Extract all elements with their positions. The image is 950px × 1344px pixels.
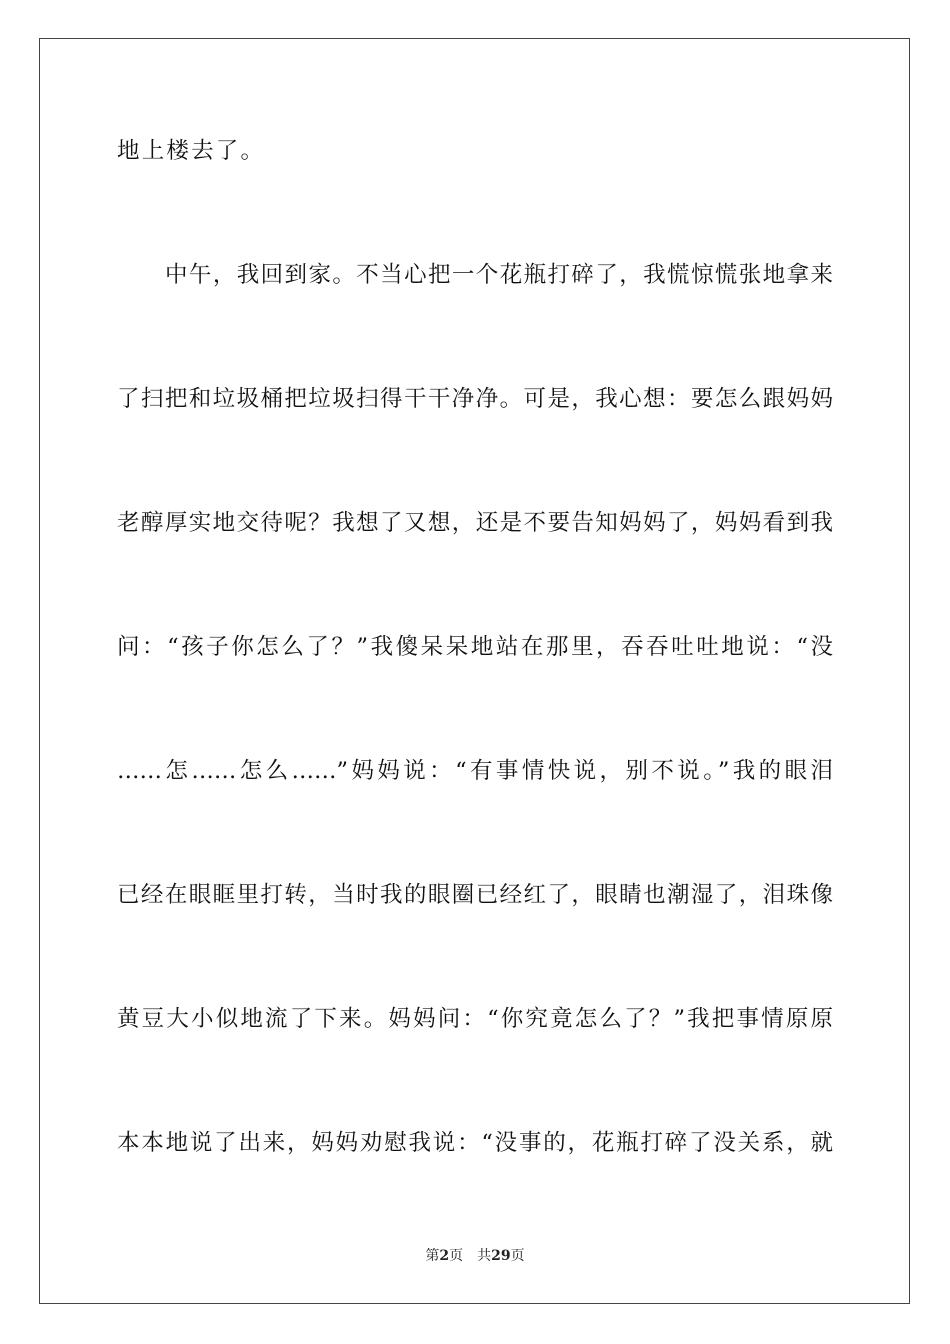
page-border: [39, 38, 910, 1304]
total-suffix: 页: [510, 1248, 525, 1264]
text-line: 黄豆大小似地流了下来。妈妈问：“你究竟怎么了？”我把事情原原: [117, 1006, 833, 1032]
page-number: 2: [439, 1248, 450, 1264]
text-line: 问：“孩子你怎么了？”我傻呆呆地站在那里，吞吞吐吐地说：“没: [117, 634, 833, 660]
page-footer: [0, 1246, 950, 1266]
text-line: 地上楼去了。: [117, 138, 266, 164]
page-prefix: 第: [425, 1248, 440, 1264]
text-line: 本本地说了出来，妈妈劝慰我说：“没事的，花瓶打碎了没关系，就: [117, 1130, 833, 1156]
text-line: 老醇厚实地交待呢？我想了又想，还是不要告知妈妈了，妈妈看到我: [117, 510, 833, 536]
page-suffix: 页: [449, 1248, 464, 1264]
text-line: 了扫把和垃圾桶把垃圾扫得干干净净。可是，我心想：要怎么跟妈妈: [117, 386, 833, 412]
total-pages: 29: [491, 1248, 511, 1264]
text-line: 已经在眼眶里打转，当时我的眼圈已经红了，眼睛也潮湿了，泪珠像: [117, 882, 833, 908]
total-prefix: 共: [477, 1248, 492, 1264]
text-line: ……怎……怎么……”妈妈说：“有事情快说，别不说。”我的眼泪: [117, 758, 833, 784]
text-line: 中午，我回到家。不当心把一个花瓶打碎了，我慌惊慌张地拿来: [165, 262, 833, 288]
